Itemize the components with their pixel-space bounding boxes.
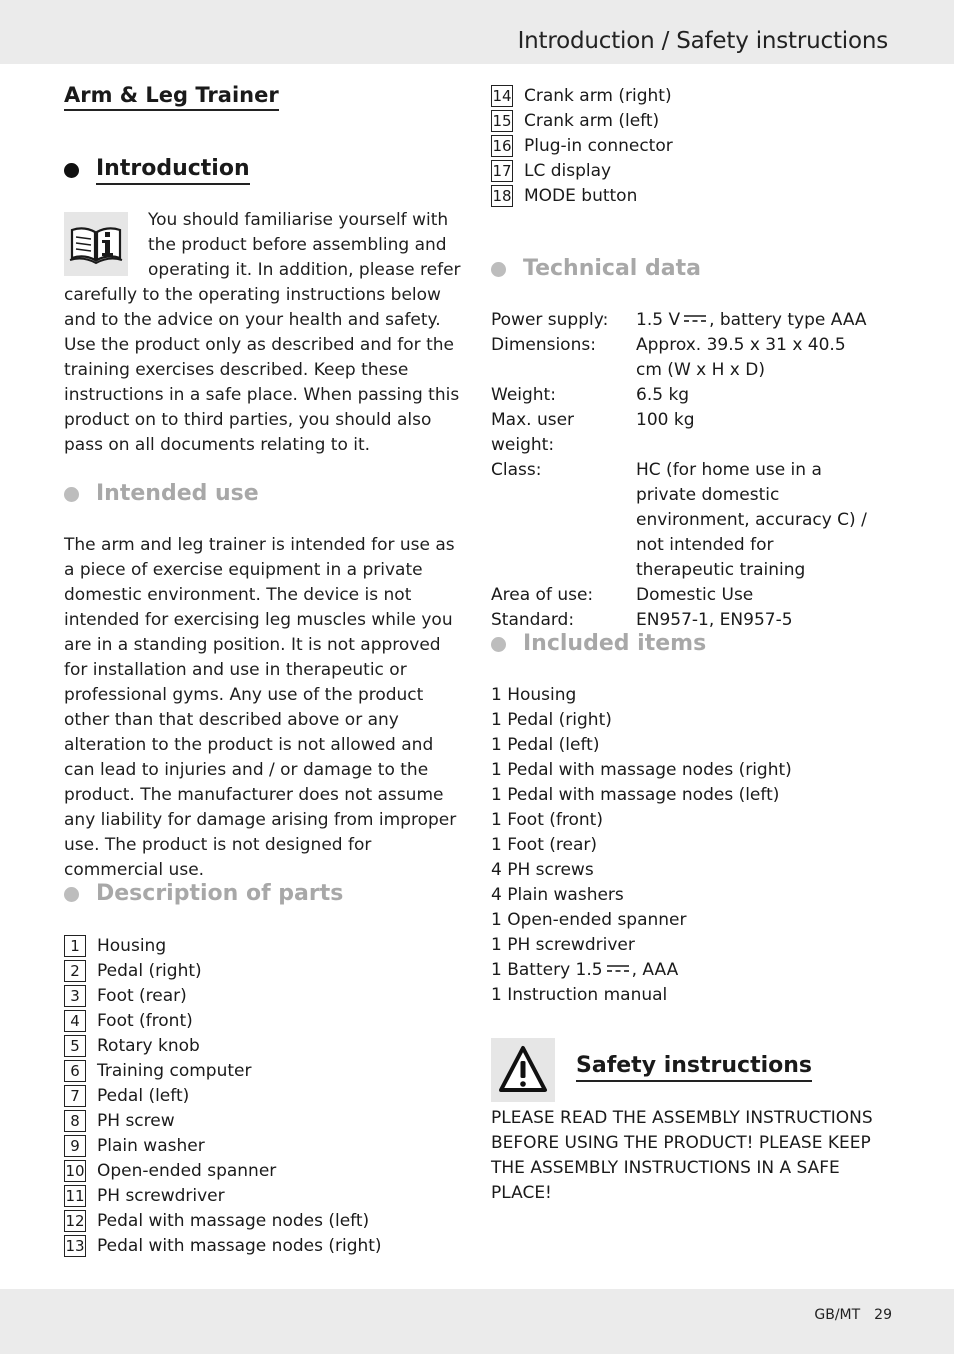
introduction-heading <box>64 155 250 185</box>
list-item: 1 Instruction manual <box>491 985 668 1005</box>
page-header <box>0 0 954 64</box>
list-item: 15 Crank arm (left) <box>492 110 660 131</box>
direct-current-icon <box>607 963 629 973</box>
section-bullet-icon <box>491 637 506 652</box>
list-item: 6 Training computer <box>64 1058 464 1083</box>
safety-text: PLEASE READ THE ASSEMBLY INSTRUCTIONS BEFORE USING THE PRODUCT! PLEASE KEEP THE ASSEMBLY INSTRUCTIONS IN A SAFE PLACE! <box>491 1108 873 1203</box>
included-items-heading <box>491 630 706 658</box>
list-item: 1 Battery 1.5 , AAA <box>491 960 679 980</box>
list-item: 1 Pedal (right) <box>491 710 612 730</box>
parts-list-continued <box>491 83 891 208</box>
list-item: 5 Rotary knob <box>64 1033 464 1058</box>
list-item: 1 Foot (front) <box>491 810 603 830</box>
table-row: Class: HC (for home use in a private domestic environment, accuracy C) / not intended for therapeutic training <box>491 460 867 580</box>
list-item: 13 Pedal with massage nodes (right) <box>65 1235 382 1256</box>
intended-use-text: The arm and leg trainer is intended for use as a piece of exercise equipment in a private domestic environment. The device is not intended for exercising leg muscles while you are in a standing position. It is not approved for installation and use in therapeutic or professional gyms. Any use of the product other than that described above or any alteration to the product is not allowed and can lead to injuries and / or damage to the product. The manufacturer does not assume any liability for damage arising from improper use. The product is not designed for commercial use. <box>64 535 457 880</box>
intended-use-title: Intended use <box>96 481 259 506</box>
page-number: 29 <box>874 1307 892 1323</box>
list-item: 4 Foot (front) <box>64 1008 464 1033</box>
table-row: Weight: 6.5 kg <box>491 385 690 405</box>
section-bullet-icon <box>64 887 79 902</box>
warning-triangle-icon <box>491 1038 555 1102</box>
parts-list <box>64 933 464 1258</box>
included-items-title: Included items <box>523 631 707 656</box>
safety-title: Safety instructions <box>576 1052 812 1082</box>
table-row: Power supply: 1.5 V , battery type AAA <box>491 310 867 330</box>
table-row: Area of use: Domestic Use <box>491 585 754 605</box>
section-bullet-icon <box>64 163 79 178</box>
list-item: 12 Pedal with massage nodes (left) <box>65 1210 370 1231</box>
list-item: 1 Open-ended spanner <box>491 910 687 930</box>
parts-title: Description of parts <box>96 881 344 906</box>
included-items-list <box>491 683 891 1008</box>
list-item: 1 Housing <box>491 685 577 705</box>
list-item: 7 Pedal (left) <box>64 1083 464 1108</box>
technical-data-title: Technical data <box>523 256 701 281</box>
list-item: 4 PH screws <box>491 860 594 880</box>
list-item: 1 Housing <box>64 933 464 958</box>
page-footer <box>0 1289 954 1354</box>
introduction-text: You should familiarise yourself with the product before assembling and operating it. In addition, please refer carefully to the operating instructions below and to the advice on your health and safety. Use the product only as described and for the training exercises described. Keep these instructions in a safe place. When passing this product on to third parties, you should also pass on all documents relating to it. <box>64 210 461 455</box>
list-item: 16 Plug-in connector <box>492 135 673 156</box>
safety-section <box>491 1038 891 1203</box>
document-title: Arm & Leg Trainer <box>64 82 279 111</box>
list-item: 3 Foot (rear) <box>64 983 464 1008</box>
page-title: Introduction / Safety instructions <box>517 28 888 54</box>
table-row: Dimensions: Approx. 39.5 x 31 x 40.5 cm (W x H x D) <box>491 335 846 380</box>
list-item: 9 Plain washer <box>64 1133 464 1158</box>
list-item: 1 Pedal (left) <box>491 735 600 755</box>
list-item: 14 Crank arm (right) <box>492 85 672 106</box>
list-item: 1 Pedal with massage nodes (right) <box>491 760 792 780</box>
list-item: 17 LC display <box>492 160 612 181</box>
table-row: Standard: EN957-1, EN957-5 <box>491 610 793 630</box>
list-item: 4 Plain washers <box>491 885 624 905</box>
direct-current-icon <box>684 313 706 323</box>
section-bullet-icon <box>491 262 506 277</box>
region-code: GB/MT <box>814 1307 861 1323</box>
intended-use-heading <box>64 480 259 508</box>
left-column <box>64 78 464 1256</box>
section-bullet-icon <box>64 487 79 502</box>
list-item: 18 MODE button <box>492 185 638 206</box>
list-item: 11 PH screwdriver <box>65 1185 225 1206</box>
introduction-title: Introduction <box>96 155 250 185</box>
list-item: 10 Open-ended spanner <box>65 1160 277 1181</box>
list-item: 8 PH screw <box>64 1108 464 1133</box>
parts-heading <box>64 880 343 908</box>
technical-data-table <box>491 308 891 633</box>
list-item: 1 Foot (rear) <box>491 835 598 855</box>
table-row: Max. user weight: 100 kg <box>491 410 695 455</box>
list-item: 2 Pedal (right) <box>64 958 464 983</box>
list-item: 1 Pedal with massage nodes (left) <box>491 785 780 805</box>
technical-data-heading <box>491 255 701 283</box>
list-item: 1 PH screwdriver <box>491 935 635 955</box>
